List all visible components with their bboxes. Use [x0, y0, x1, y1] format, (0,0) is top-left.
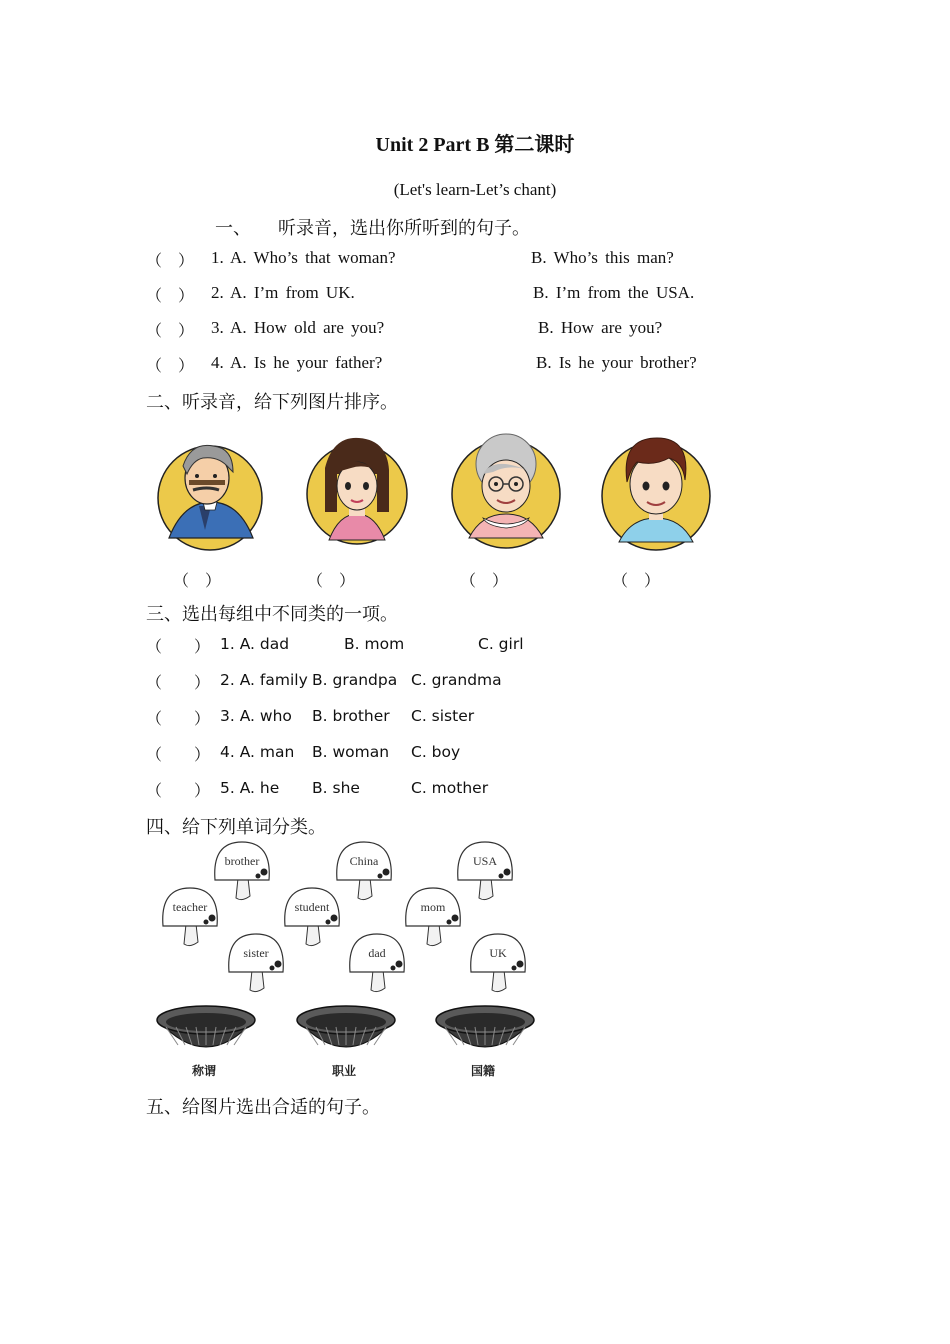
- sec3-q4-option-a: 4. A. man: [220, 743, 295, 761]
- answer-blank[interactable]: （ ）: [146, 253, 195, 270]
- mushroom-word: mom: [420, 900, 446, 914]
- basket: [157, 1006, 255, 1078]
- sec3-q2-option-a: 2. A. family: [220, 671, 308, 689]
- mushroom-word: sister: [243, 946, 269, 960]
- sec1-q1-option-a: 1. A. Who’s that woman?: [211, 248, 396, 267]
- basket-label: 国籍: [470, 1064, 496, 1078]
- sec1-heading-number: 一、: [215, 218, 251, 238]
- sec5-heading: 五、给图片选出合适的句子。: [146, 1097, 380, 1117]
- answer-blank[interactable]: （ ）: [146, 288, 195, 305]
- answer-blank[interactable]: （ ）: [307, 573, 356, 590]
- mushroom-word-card: [215, 842, 270, 900]
- sec1-q3-option-a: 3. A. How old are you?: [211, 318, 385, 337]
- basket: [297, 1006, 395, 1078]
- basket: [436, 1006, 534, 1078]
- portrait-mother: [303, 434, 411, 548]
- mushroom-word: dad: [368, 946, 386, 960]
- answer-blank[interactable]: （ ）: [146, 675, 211, 692]
- mushroom-word-card: [458, 842, 513, 900]
- word-sort-picture: [150, 840, 550, 1085]
- sec3-q1-option-c: C. girl: [478, 635, 524, 653]
- answer-blank[interactable]: （ ）: [146, 323, 195, 340]
- page-title: Unit 2 Part B 第二课时: [375, 134, 575, 156]
- sec3-q4-option-c: C. boy: [411, 743, 461, 761]
- sec3-q3-option-b: B. brother: [312, 707, 390, 725]
- answer-blank[interactable]: （ ）: [146, 711, 211, 728]
- sec1-q4-option-a: 4. A. Is he your father?: [211, 353, 383, 372]
- mushroom-word: brother: [224, 854, 260, 868]
- mushroom-word-card: [350, 934, 405, 992]
- answer-blank[interactable]: （ ）: [173, 573, 222, 590]
- sec3-q5-option-a: 5. A. he: [220, 779, 280, 797]
- sec3-q4-option-b: B. woman: [312, 743, 390, 761]
- sec1-heading: 听录音，选出你所听到的句子。: [278, 218, 530, 238]
- mushroom-word-card: [337, 842, 392, 900]
- sec1-q1-option-b: B. Who’s this man?: [531, 248, 674, 267]
- mushroom-word: China: [349, 854, 379, 868]
- sec3-q5-option-c: C. mother: [411, 779, 489, 797]
- sec1-q2-option-a: 2. A. I’m from UK.: [211, 283, 355, 302]
- sec1-q2-option-b: B. I’m from the USA.: [533, 283, 695, 302]
- sec3-q3-option-a: 3. A. who: [220, 707, 292, 725]
- answer-blank[interactable]: （ ）: [146, 747, 211, 764]
- portrait-grandma: [447, 430, 565, 548]
- mushroom-word-card: [471, 934, 526, 992]
- sec3-q2-option-b: B. grandpa: [312, 671, 398, 689]
- sec1-q4-option-b: B. Is he your brother?: [536, 353, 697, 372]
- mushroom-word: teacher: [172, 900, 208, 914]
- basket-label: 职业: [331, 1064, 357, 1078]
- sec3-q2-option-c: C. grandma: [411, 671, 502, 689]
- answer-blank[interactable]: （ ）: [460, 573, 509, 590]
- mushroom-word: USA: [472, 854, 498, 868]
- sec3-q3-option-c: C. sister: [411, 707, 475, 725]
- mushroom-word-card: [406, 888, 461, 946]
- answer-blank[interactable]: （ ）: [146, 783, 211, 800]
- page-subtitle: (Let's learn-Let’s chant): [393, 180, 557, 199]
- mushroom-word-card: [285, 888, 340, 946]
- sec3-heading: 三、选出每组中不同类的一项。: [146, 604, 398, 624]
- mushroom-word-card: [229, 934, 284, 992]
- mushroom-word: UK: [489, 946, 507, 960]
- answer-blank[interactable]: （ ）: [612, 573, 661, 590]
- basket-label: 称谓: [191, 1064, 217, 1078]
- mushroom-word: student: [294, 900, 330, 914]
- sec4-heading: 四、给下列单词分类。: [146, 817, 326, 837]
- sec3-q1-option-b: B. mom: [344, 635, 405, 653]
- portrait-grandpa: [155, 438, 267, 548]
- sec2-heading: 二、听录音，给下列图片排序。: [146, 392, 398, 412]
- portrait-boy: [597, 432, 715, 550]
- mushroom-word-card: [163, 888, 218, 946]
- answer-blank[interactable]: （ ）: [146, 358, 195, 375]
- sec3-q5-option-b: B. she: [312, 779, 360, 797]
- answer-blank[interactable]: （ ）: [146, 639, 211, 656]
- sec3-q1-option-a: 1. A. dad: [220, 635, 290, 653]
- sec1-q3-option-b: B. How are you?: [538, 318, 663, 337]
